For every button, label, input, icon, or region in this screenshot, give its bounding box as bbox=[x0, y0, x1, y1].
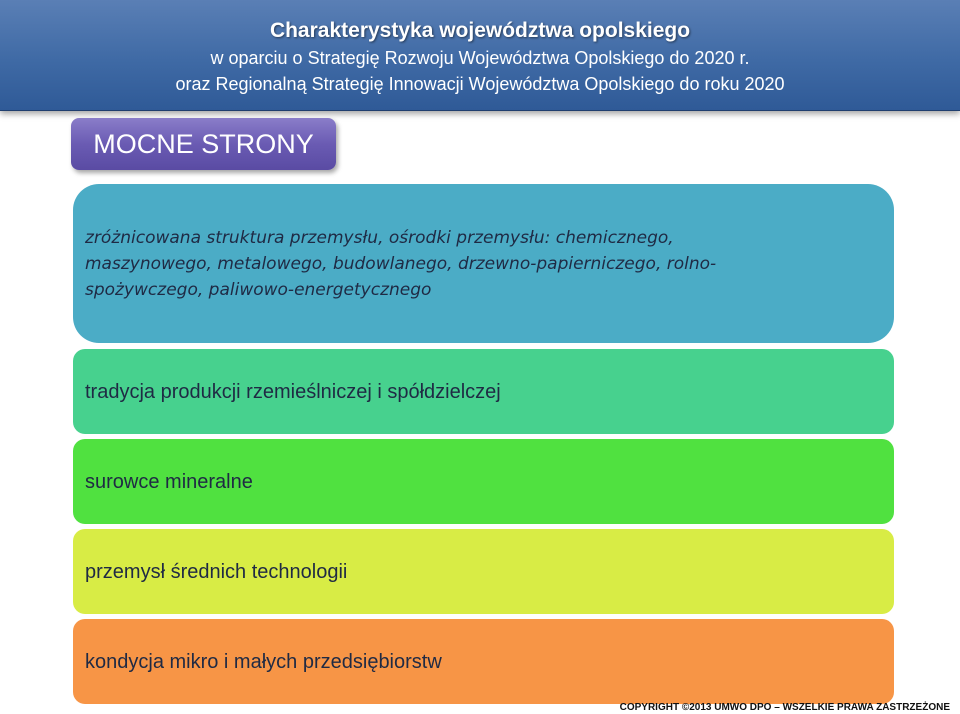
section-label-strengths: MOCNE STRONY bbox=[71, 118, 336, 170]
slide-subtitle-strategy: w oparciu o Strategię Rozwoju Województwa Opolskiego do 2020 r. bbox=[210, 48, 750, 68]
strength-card-small-business-condition bbox=[73, 619, 894, 704]
strength-card-industry-structure bbox=[73, 184, 894, 343]
slide-title: Charakterystyka województwa opolskiego bbox=[269, 19, 691, 42]
copyright-notice: COPYRIGHT ©2013 UMWO DPO – WSZELKIE PRAWA ZASTRZEŻONE bbox=[619, 702, 950, 713]
strength-text: przemysł średnich technologii bbox=[85, 560, 348, 583]
strength-card-craft-tradition bbox=[73, 349, 894, 434]
strength-card-mineral-resources bbox=[73, 439, 894, 524]
strength-text: zróżnicowana struktura przemysłu, ośrodki przemysłu: chemicznego, maszynowego, metalowego, budowlanego, drzewno-papierniczego, rolno- spożywczego, paliwowo-energetycznego bbox=[85, 227, 717, 300]
strength-text: kondycja mikro i małych przedsiębiorstw bbox=[85, 650, 442, 673]
slide-header bbox=[0, 0, 960, 111]
slide-subtitle-innovation: oraz Regionalną Strategię Innowacji Województwa Opolskiego do roku 2020 bbox=[175, 74, 785, 94]
strength-card-medium-tech-industry bbox=[73, 529, 894, 614]
strength-text: surowce mineralne bbox=[85, 470, 253, 493]
strength-text: tradycja produkcji rzemieślniczej i spółdzielczej bbox=[85, 380, 501, 403]
